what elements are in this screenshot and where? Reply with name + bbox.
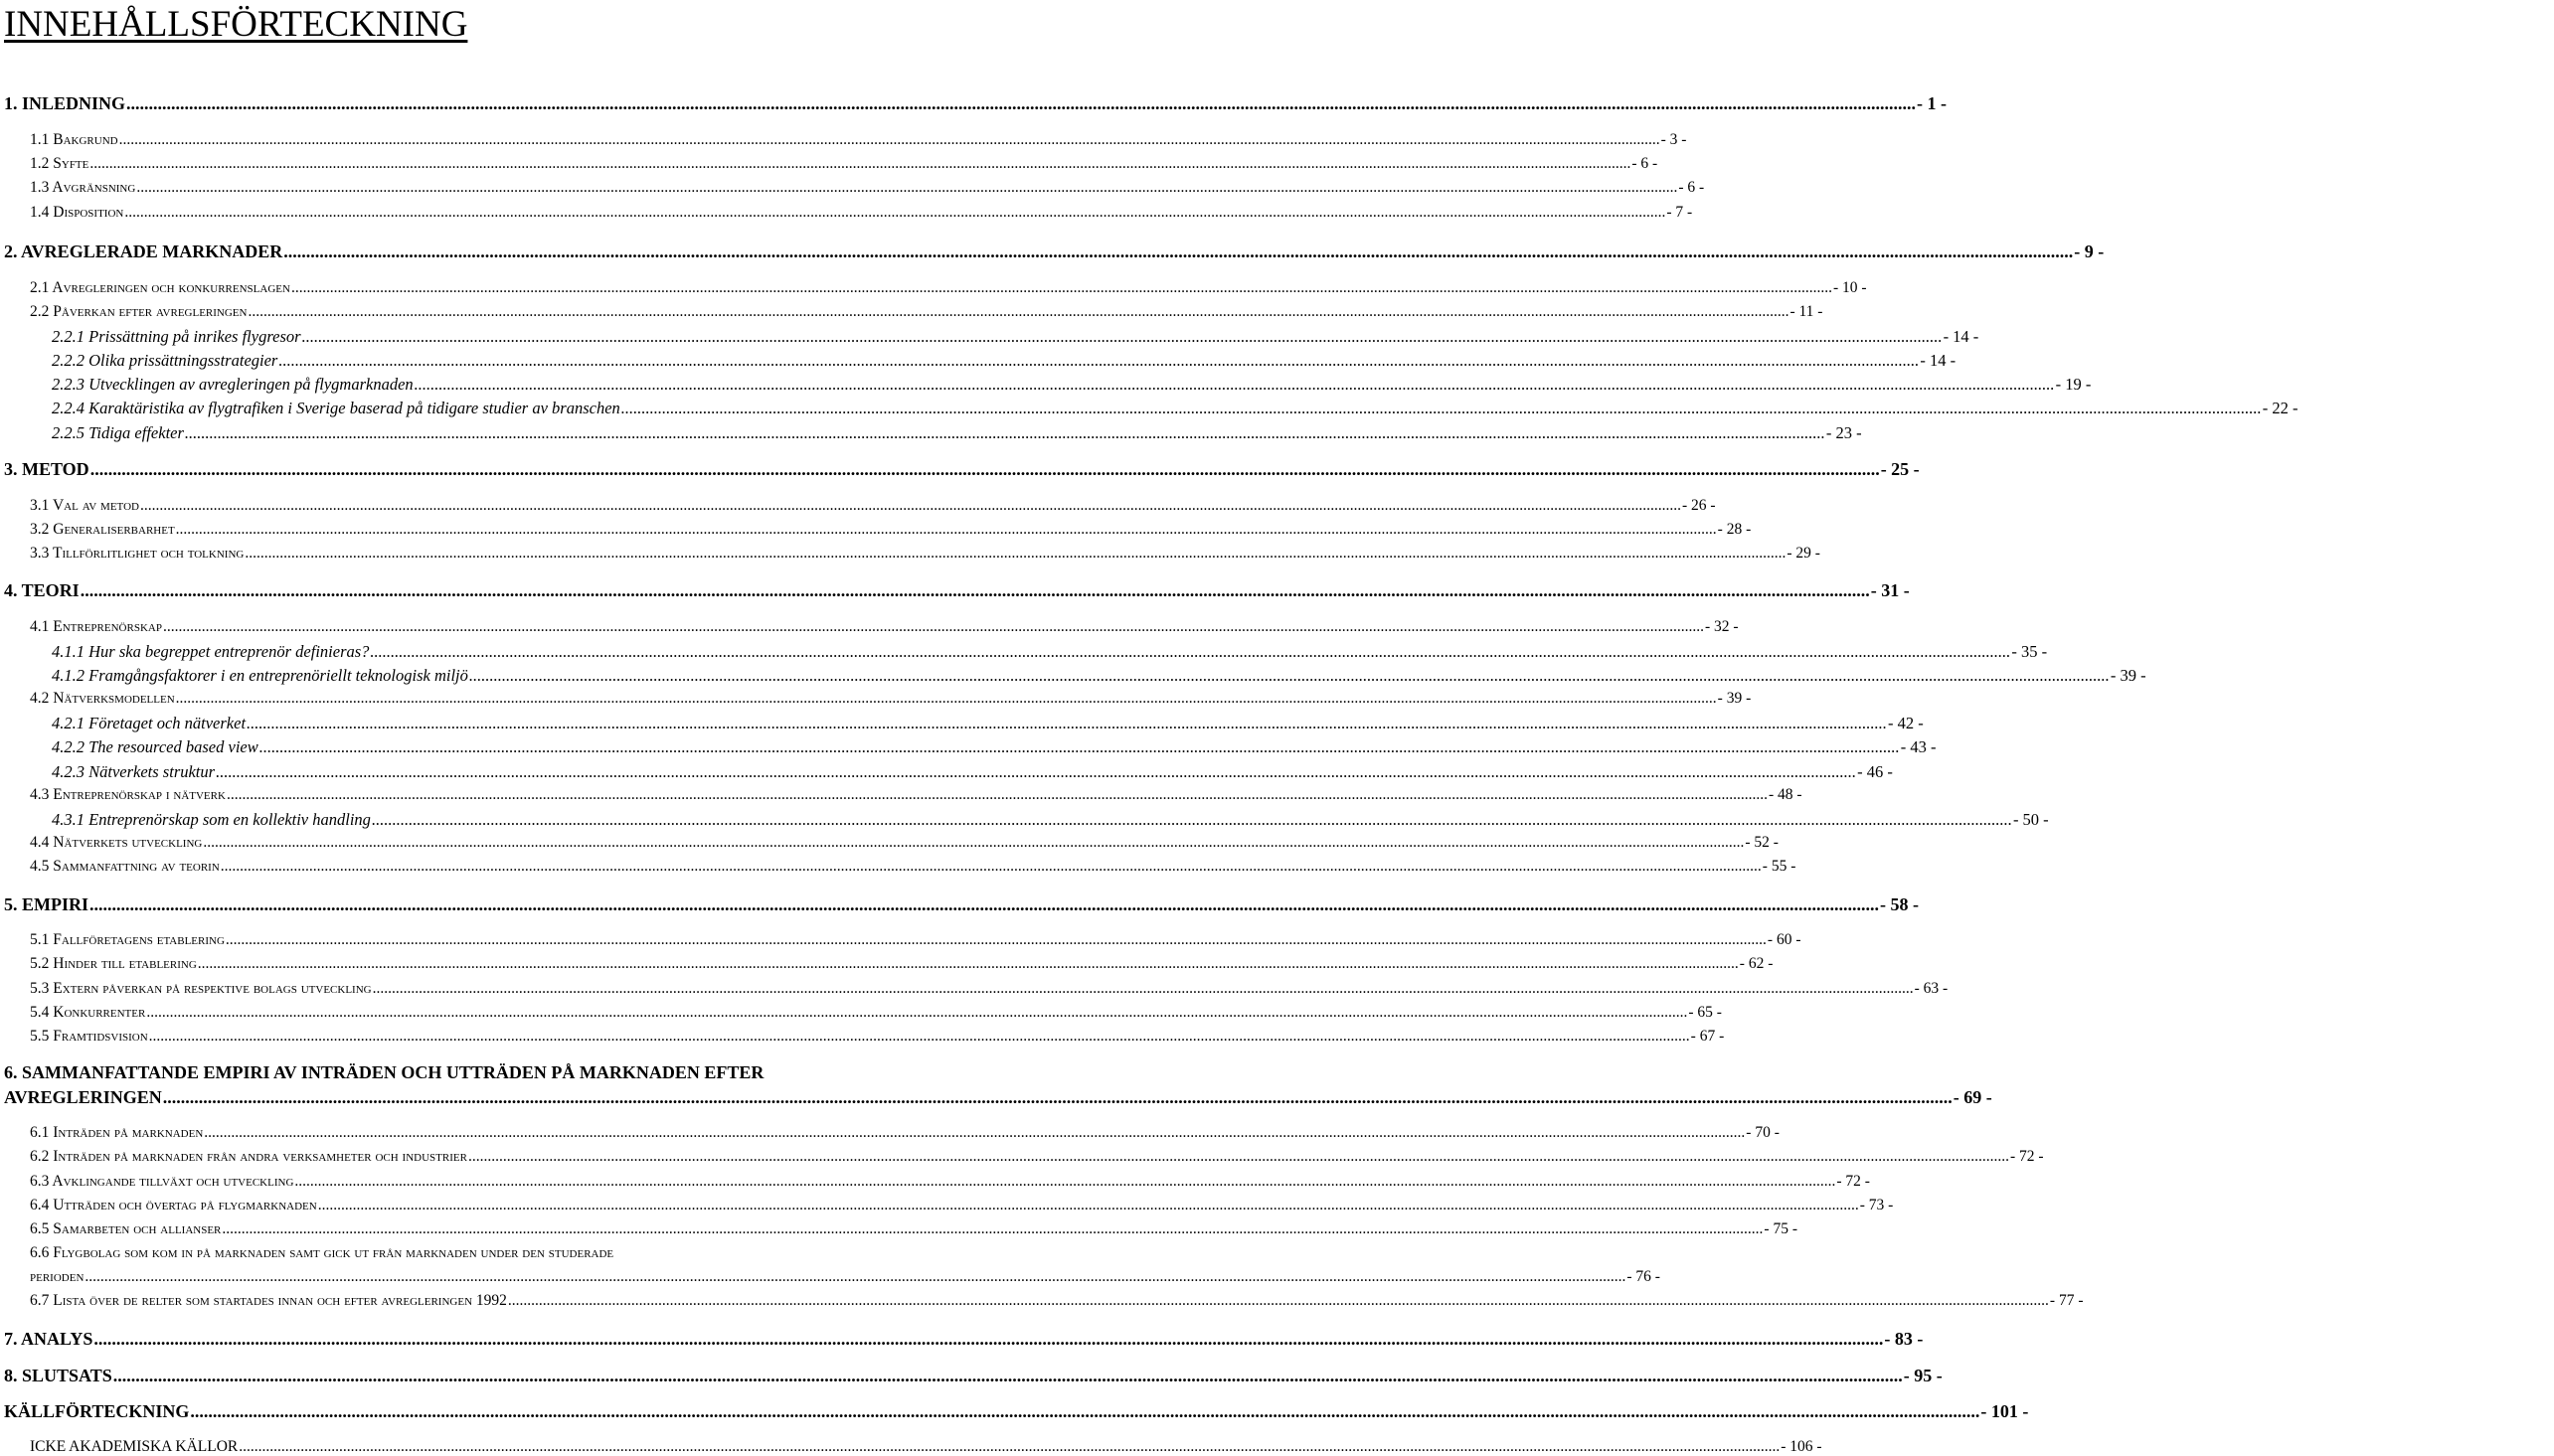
toc-page-number: - 67 - [1690,1028,1725,1045]
toc-entry[interactable] [0,1087,1992,1108]
toc-leader-dots: ................................................................................................................................................................................................................................................................................................................................................................................................................ [148,1028,1690,1045]
toc-leader-dots: ................................................................................................................................................................................................................................................................................................................................................................................................................ [468,666,2110,685]
toc-entry-label: 5. EMPIRI [4,894,88,914]
toc-page-number: - 70 - [1746,1124,1780,1141]
toc-entry-label: 1.1 Bakgrund [30,131,118,148]
toc-entry-label: 2.1 Avregleringen och konkurrenslagen [30,279,290,296]
toc-entry[interactable] [0,155,1658,173]
toc-entry-label: 4.2.1 Företaget och nätverket [52,714,247,732]
toc-page-number: - 19 - [2055,375,2092,394]
toc-leader-dots: ................................................................................................................................................................................................................................................................................................................................................................................................................ [136,179,1678,196]
toc-entry[interactable] [0,834,1779,852]
toc-entry[interactable] [0,399,2299,418]
toc-entry[interactable] [0,931,1801,949]
toc-page-number: - 48 - [1768,786,1802,803]
toc-page-number: - 42 - [1888,714,1924,732]
toc-entry[interactable] [0,580,1910,601]
toc-entry-label: 2.2.2 Olika prissättningsstrategier [52,351,278,370]
toc-page-number: - 25 - [1880,459,1920,479]
toc-entry-label: 1. INLEDNING [4,93,126,113]
toc-entry[interactable] [0,666,2146,686]
toc-page-number: - 32 - [1704,618,1739,635]
toc-entry-label: 6.4 Utträden och övertag på flygmarknaden [30,1197,317,1213]
toc-entry[interactable] [0,351,1957,371]
toc-entry[interactable] [0,1028,1725,1046]
toc-leader-dots: ................................................................................................................................................................................................................................................................................................................................................................................................................ [162,618,1704,635]
toc-leader-dots: ................................................................................................................................................................................................................................................................................................................................................................................................................ [204,1124,1746,1141]
toc-entry-label: 2. AVREGLERADE MARKNADER [4,242,283,261]
toc-page-number: - 77 - [2049,1292,2084,1309]
toc-entry-label: 8. SLUTSATS [4,1366,112,1385]
toc-entry-label: 6. SAMMANFATTANDE EMPIRI AV INTRÄDEN OCH UTTRÄDEN PÅ MARKNADEN EFTER [4,1062,765,1082]
toc-leader-dots: ................................................................................................................................................................................................................................................................................................................................................................................................................ [283,242,2074,261]
toc-entry[interactable] [0,1124,1780,1142]
toc-entry-label: 6.3 Avklingande tillväxt och utveckling [30,1173,294,1190]
toc-entry[interactable] [0,1244,948,1262]
toc-entry-label: 5.1 Fallföretagens etablering [30,931,225,948]
toc-leader-dots: ................................................................................................................................................................................................................................................................................................................................................................................................................ [248,303,1789,320]
toc-leader-dots: ................................................................................................................................................................................................................................................................................................................................................................................................................ [371,810,2012,829]
toc-entry-label: 4. TEORI [4,580,80,600]
toc-entry[interactable] [0,980,1949,998]
toc-entry[interactable] [0,242,2105,262]
toc-entry-label: KÄLLFÖRTECKNING [4,1401,190,1421]
toc-entry-label: 7. ANALYS [4,1329,93,1349]
toc-page-number: - 63 - [1914,980,1949,997]
toc-entry-label: 4.2.2 The resourced based view [52,737,258,756]
toc-leader-dots: ................................................................................................................................................................................................................................................................................................................................................................................................................ [620,399,2262,417]
toc-page-number: - 31 - [1870,580,1910,600]
toc-page-number: - 26 - [1681,497,1716,514]
toc-page-number: - 23 - [1825,423,1862,442]
toc-entry-label: 4.4 Nätverkets utveckling [30,834,203,851]
toc-leader-dots: ................................................................................................................................................................................................................................................................................................................................................................................................................ [258,737,1900,756]
toc-entry[interactable] [0,545,1820,563]
toc-entry[interactable] [0,1062,948,1083]
toc-page-number: - 14 - [1920,351,1957,370]
toc-leader-dots: ................................................................................................................................................................................................................................................................................................................................................................................................................ [372,980,1914,997]
toc-page-number: - 101 - [1980,1401,2029,1421]
toc-leader-dots: ................................................................................................................................................................................................................................................................................................................................................................................................................ [317,1197,1859,1213]
toc-entry-label: 4.1 Entreprenörskap [30,618,162,635]
toc-leader-dots: ................................................................................................................................................................................................................................................................................................................................................................................................................ [93,1329,1884,1349]
toc-entry-label: 4.3 Entreprenörskap i nätverk [30,786,226,803]
toc-leader-dots: ................................................................................................................................................................................................................................................................................................................................................................................................................ [175,521,1717,538]
toc-page-number: - 6 - [1631,155,1658,172]
toc-entry[interactable] [0,131,1687,149]
toc-entry-label: 4.5 Sammanfattning av teorin [30,858,220,875]
toc-leader-dots: ................................................................................................................................................................................................................................................................................................................................................................................................................ [239,1438,1781,1455]
toc-leader-dots: ................................................................................................................................................................................................................................................................................................................................................................................................................ [146,1004,1688,1021]
toc-leader-dots: ................................................................................................................................................................................................................................................................................................................................................................................................................ [294,1173,1836,1190]
toc-leader-dots: ................................................................................................................................................................................................................................................................................................................................................................................................................ [216,762,1857,781]
toc-entry-label: 6.2 Inträden på marknaden från andra verksamheter och industrier [30,1148,467,1165]
toc-entry[interactable] [0,1197,1894,1214]
toc-page-number: - 83 - [1884,1329,1924,1349]
toc-page-number: - 11 - [1789,303,1823,320]
toc-page-number: - 50 - [2012,810,2049,829]
toc-leader-dots: ................................................................................................................................................................................................................................................................................................................................................................................................................ [80,580,1870,600]
toc-entry-label: perioden [30,1268,85,1285]
toc-page-number: - 39 - [1717,690,1752,707]
toc-entry-label: 6.1 Inträden på marknaden [30,1124,204,1141]
toc-leader-dots: ................................................................................................................................................................................................................................................................................................................................................................................................................ [89,894,1879,914]
toc-entry[interactable] [0,737,1937,757]
toc-entry-label: 6.5 Samarbeten och allianser [30,1220,222,1237]
toc-entry-label: 6.7 Lista över de relter som startades innan och efter avregleringen 1992 [30,1292,507,1309]
toc-entry[interactable] [0,521,1752,539]
toc-page-number: - 69 - [1953,1087,1992,1107]
toc-entry-label: 3.1 Val av metod [30,497,139,514]
toc-page-number: - 28 - [1717,521,1752,538]
toc-leader-dots: ................................................................................................................................................................................................................................................................................................................................................................................................................ [507,1292,2049,1309]
toc-entry[interactable] [0,1438,1822,1456]
toc-page-number: - 73 - [1859,1197,1894,1213]
toc-leader-dots: ................................................................................................................................................................................................................................................................................................................................................................................................................ [203,834,1745,851]
toc-page-number: - 6 - [1678,179,1705,196]
toc-entry-label: 3. METOD [4,459,89,479]
toc-page-number: - 46 - [1857,762,1893,781]
toc-entry-label: 5.3 Extern påverkan på respektive bolags utveckling [30,980,372,997]
toc-entry[interactable] [0,786,1802,804]
toc-entry-label: 4.1.2 Framgångsfaktorer i en entreprenöriellt teknologisk miljö [52,666,468,685]
toc-entry[interactable] [0,810,2049,830]
toc-entry[interactable] [0,1004,1722,1022]
toc-entry[interactable] [0,375,2092,395]
toc-entry-label: 4.2.3 Nätverkets struktur [52,762,216,781]
toc-entry[interactable] [0,618,1739,636]
toc-leader-dots: ................................................................................................................................................................................................................................................................................................................................................................................................................ [118,131,1660,148]
toc-entry[interactable] [0,497,1716,515]
toc-page-number: - 72 - [2009,1148,2044,1165]
toc-entry-label: 1.4 Disposition [30,204,124,221]
toc-page-number: - 76 - [1626,1268,1660,1285]
toc-entry[interactable] [0,459,1920,480]
toc-entry[interactable] [0,1268,1660,1286]
toc-entry[interactable] [0,762,1893,782]
toc-leader-dots: ................................................................................................................................................................................................................................................................................................................................................................................................................ [184,423,1825,442]
toc-leader-dots: ................................................................................................................................................................................................................................................................................................................................................................................................................ [197,955,1739,972]
toc-leader-dots: ................................................................................................................................................................................................................................................................................................................................................................................................................ [124,204,1666,221]
toc-leader-dots: ................................................................................................................................................................................................................................................................................................................................................................................................................ [414,375,2055,394]
toc-entry[interactable] [0,327,1979,347]
toc-entry[interactable] [0,955,1774,973]
toc-page-number: - 106 - [1781,1438,1822,1455]
toc-entry-label: ICKE AKADEMISKA KÄLLOR [30,1438,239,1455]
toc-leader-dots: ................................................................................................................................................................................................................................................................................................................................................................................................................ [112,1366,1903,1385]
toc-entry[interactable] [0,1401,2029,1422]
toc-entry-label: 4.3.1 Entreprenörskap som en kollektiv handling [52,810,371,829]
toc-leader-dots: ................................................................................................................................................................................................................................................................................................................................................................................................................ [225,931,1767,948]
toc-leader-dots: ................................................................................................................................................................................................................................................................................................................................................................................................................ [190,1401,1980,1421]
toc-page-number: - 7 - [1666,204,1693,221]
toc-page-number: - 9 - [2074,242,2105,261]
toc-entry-label: 1.2 Syfte [30,155,89,172]
toc-page-number: - 65 - [1688,1004,1722,1021]
toc-entry-label: 3.2 Generaliserbarhet [30,521,175,538]
toc-entry-label: 2.2.4 Karaktäristika av flygtrafiken i Sverige baserad på tidigare studier av branschen [52,399,620,417]
toc-entry[interactable] [0,93,1948,114]
toc-entry[interactable] [0,1292,2084,1310]
toc-entry[interactable] [0,279,1867,297]
toc-page-number: - 72 - [1836,1173,1870,1190]
toc-entry[interactable] [0,1148,2044,1166]
toc-leader-dots: ................................................................................................................................................................................................................................................................................................................................................................................................................ [245,545,1787,562]
toc-entry[interactable] [0,894,1919,915]
toc-leader-dots: ................................................................................................................................................................................................................................................................................................................................................................................................................ [222,1220,1764,1237]
toc-leader-dots: ................................................................................................................................................................................................................................................................................................................................................................................................................ [226,786,1768,803]
toc-entry[interactable] [0,204,1693,222]
toc-entry-label: 5.5 Framtidsvision [30,1028,148,1045]
toc-leader-dots: ................................................................................................................................................................................................................................................................................................................................................................................................................ [220,858,1762,875]
toc-entry[interactable] [0,642,2048,662]
toc-entry-label: 1.3 Avgränsning [30,179,136,196]
toc-entry-label: 5.2 Hinder till etablering [30,955,197,972]
toc-entry[interactable] [0,714,1924,733]
toc-leader-dots: ................................................................................................................................................................................................................................................................................................................................................................................................................ [467,1148,2009,1165]
toc-entry[interactable] [0,303,1823,321]
toc-page-number: - 39 - [2110,666,2146,685]
toc-entry-label: 3.3 Tillförlitlighet och tolkning [30,545,245,562]
toc-leader-dots: ................................................................................................................................................................................................................................................................................................................................................................................................................ [89,459,1880,479]
toc-entry-label: AVREGLERINGEN [4,1087,162,1107]
toc-page-number: - 14 - [1943,327,1979,346]
toc-entry[interactable] [0,1173,1870,1191]
toc-page-number: - 95 - [1903,1366,1943,1385]
toc-page-number: - 55 - [1762,858,1796,875]
toc-entry-label: 4.2 Nätverksmodellen [30,690,175,707]
toc-page-number: - 52 - [1745,834,1779,851]
toc-page-number: - 10 - [1832,279,1867,296]
toc-entry-label: 2.2.5 Tidiga effekter [52,423,184,442]
toc-leader-dots: ................................................................................................................................................................................................................................................................................................................................................................................................................ [139,497,1681,514]
toc-page-number: - 22 - [2262,399,2299,417]
toc-page-number: - 60 - [1767,931,1801,948]
toc-page-number: - 1 - [1917,93,1948,113]
toc-entry[interactable] [0,690,1752,708]
toc-leader-dots: ................................................................................................................................................................................................................................................................................................................................................................................................................ [247,714,1888,732]
toc-entry-label: 2.2.1 Prissättning på inrikes flygresor [52,327,301,346]
toc-leader-dots: ................................................................................................................................................................................................................................................................................................................................................................................................................ [126,93,1917,113]
toc-page-number: - 62 - [1739,955,1774,972]
toc-leader-dots: ................................................................................................................................................................................................................................................................................................................................................................................................................ [89,155,1631,172]
toc-leader-dots: ................................................................................................................................................................................................................................................................................................................................................................................................................ [175,690,1717,707]
toc-entry-label: 5.4 Konkurrenter [30,1004,146,1021]
toc-entry[interactable] [0,423,1862,443]
toc-page-number: - 29 - [1787,545,1820,562]
toc-page-number: - 43 - [1900,737,1937,756]
toc-entry-label: 6.6 Flygbolag som kom in på marknaden samt gick ut från marknaden under den studerade [30,1244,614,1261]
toc-page-number: - 58 - [1880,894,1919,914]
toc-entry-label: 2.2 Påverkan efter avregleringen [30,303,248,320]
toc-leader-dots: ................................................................................................................................................................................................................................................................................................................................................................................................................ [278,351,1920,370]
toc-entry[interactable] [0,179,1705,197]
toc-entry-label: 2.2.3 Utvecklingen av avregleringen på flygmarknaden [52,375,414,394]
toc-entry[interactable] [0,1329,1924,1350]
toc-page-number: - 3 - [1660,131,1687,148]
toc-leader-dots: ................................................................................................................................................................................................................................................................................................................................................................................................................ [370,642,2011,661]
page-title: INNEHÅLLSFÖRTECKNING [4,4,468,45]
toc-entry[interactable] [0,1220,1797,1238]
toc-leader-dots: ................................................................................................................................................................................................................................................................................................................................................................................................................ [301,327,1943,346]
toc-entry-label: 4.1.1 Hur ska begreppet entreprenör definieras? [52,642,370,661]
toc-page-number: - 75 - [1764,1220,1797,1237]
toc-leader-dots: ................................................................................................................................................................................................................................................................................................................................................................................................................ [85,1268,1626,1285]
toc-leader-dots: ................................................................................................................................................................................................................................................................................................................................................................................................................ [290,279,1832,296]
toc-entry[interactable] [0,858,1796,876]
toc-leader-dots: ................................................................................................................................................................................................................................................................................................................................................................................................................ [162,1087,1953,1107]
toc-page-number: - 35 - [2011,642,2048,661]
toc-entry[interactable] [0,1366,1943,1386]
